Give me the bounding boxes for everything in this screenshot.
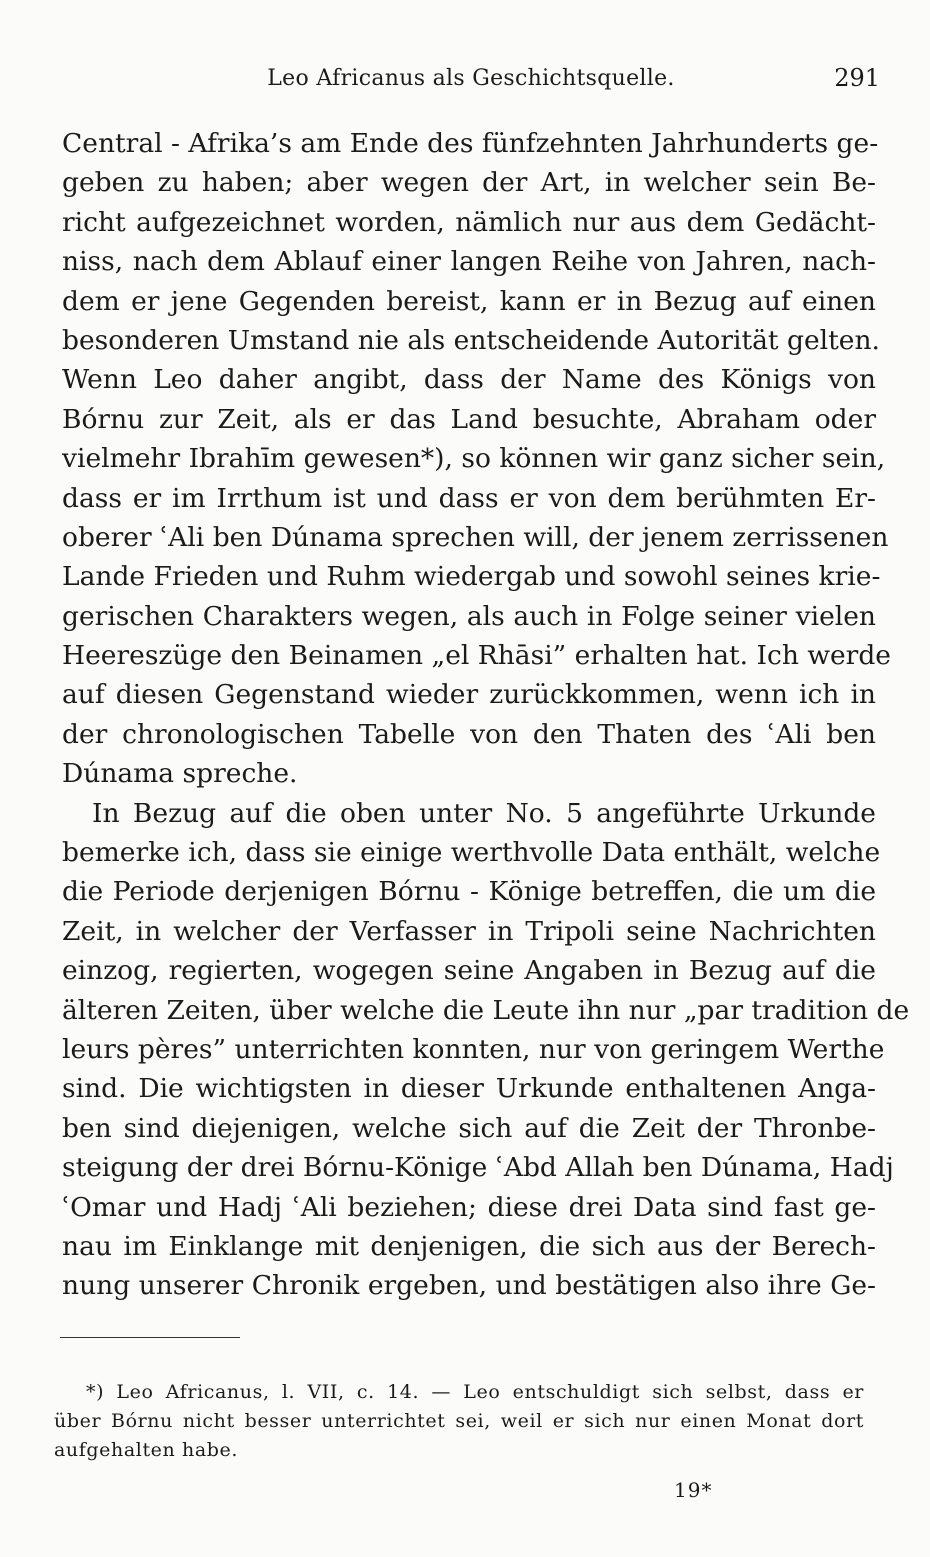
text-line: dass er im Irrthum ist und dass er von dem berühmten Er- — [62, 482, 876, 514]
text-line: Central - Afrika’s am Ende des fünfzehnten Jahrhunderts ge- — [62, 128, 879, 159]
footnote-line: aufgehalten habe. — [54, 1439, 239, 1461]
footnote-line: über Bórnu nicht besser unterrichtet sei, weil er sich nur einen Monat dort — [54, 1410, 864, 1432]
text-line: sind. Die wichtigsten in dieser Urkunde enthaltenen Anga- — [62, 1073, 876, 1105]
text-line: nung unserer Chronik ergeben, und bestätigen also ihre Ge- — [62, 1270, 876, 1302]
text-line: geben zu haben; aber wegen der Art, in welcher sein Be- — [62, 167, 876, 199]
text-line: Heereszüge den Beinamen „el Rhāsi” erhalten hat. Ich werde — [62, 640, 891, 672]
text-line: vielmehr Ibrahīm gewesen*), so können wir ganz sicher sein, — [62, 443, 886, 475]
text-line: niss, nach dem Ablauf einer langen Reihe von Jahren, nach- — [62, 246, 876, 278]
text-line: bemerke ich, dass sie einige werthvolle Data enthält, welche — [62, 837, 881, 869]
page-header — [62, 62, 880, 102]
text-line: nau im Einklange mit denjenigen, die sich aus der Berech- — [62, 1230, 876, 1262]
text-line: Wenn Leo daher angibt, dass der Name des Königs von — [62, 364, 876, 396]
text-line: oberer ʿAli ben Dúnama sprechen will, der jenem zerrissenen — [62, 521, 889, 553]
text-line: älteren Zeiten, über welche die Leute ihn nur „par tradition de — [62, 994, 910, 1026]
footnote-divider — [60, 1337, 240, 1338]
text-line: die Periode derjenigen Bórnu - Könige betreffen, die um die — [62, 876, 876, 908]
signature-mark: 19* — [674, 1478, 713, 1502]
text-line: ben sind diejenigen, welche sich auf die Zeit der Thronbe- — [62, 1112, 876, 1144]
text-line: einzog, regierten, wogegen seine Angaben in Bezug auf die — [62, 955, 876, 987]
footnote-line: *) Leo Africanus, l. VII, c. 14. — Leo entschuldigt sich selbst, dass er — [86, 1381, 864, 1403]
text-line: dem er jene Gegenden bereist, kann er in Bezug auf einen — [62, 285, 876, 317]
text-line: Bórnu zur Zeit, als er das Land besuchte, Abraham oder — [62, 403, 876, 435]
page-number: 291 — [834, 64, 880, 92]
text-line: besonderen Umstand nie als entscheidende Autorität gelten. — [62, 324, 880, 356]
text-line: richt aufgezeichnet worden, nämlich nur aus dem Gedächt- — [62, 206, 876, 238]
text-line: der chronologischen Tabelle von den Thaten des ʿAli ben — [62, 718, 876, 750]
text-line: In Bezug auf die oben unter No. 5 angeführte Urkunde — [92, 797, 876, 829]
text-line: ʿOmar und Hadj ʿAli beziehen; diese drei Data sind fast ge- — [62, 1191, 876, 1223]
footnote — [54, 1378, 864, 1465]
running-title: Leo Africanus als Geschichtsquelle. — [267, 66, 675, 91]
text-line: gerischen Charakters wegen, als auch in Folge seiner vielen — [62, 600, 876, 632]
text-line: Zeit, in welcher der Verfasser in Tripoli seine Nachrichten — [62, 915, 876, 947]
text-line: auf diesen Gegenstand wieder zurückkommen, wenn ich in — [62, 679, 876, 711]
text-line: Dúnama spreche. — [62, 758, 298, 790]
text-line: steigung der drei Bórnu-Könige ʿAbd Allah ben Dúnama, Hadj — [62, 1152, 894, 1184]
text-line: Lande Frieden und Ruhm wiedergab und sowohl seines krie- — [62, 561, 881, 593]
text-line: leurs pères” unterrichten konnten, nur von geringem Werthe — [62, 1033, 885, 1065]
body-text — [62, 124, 910, 1306]
